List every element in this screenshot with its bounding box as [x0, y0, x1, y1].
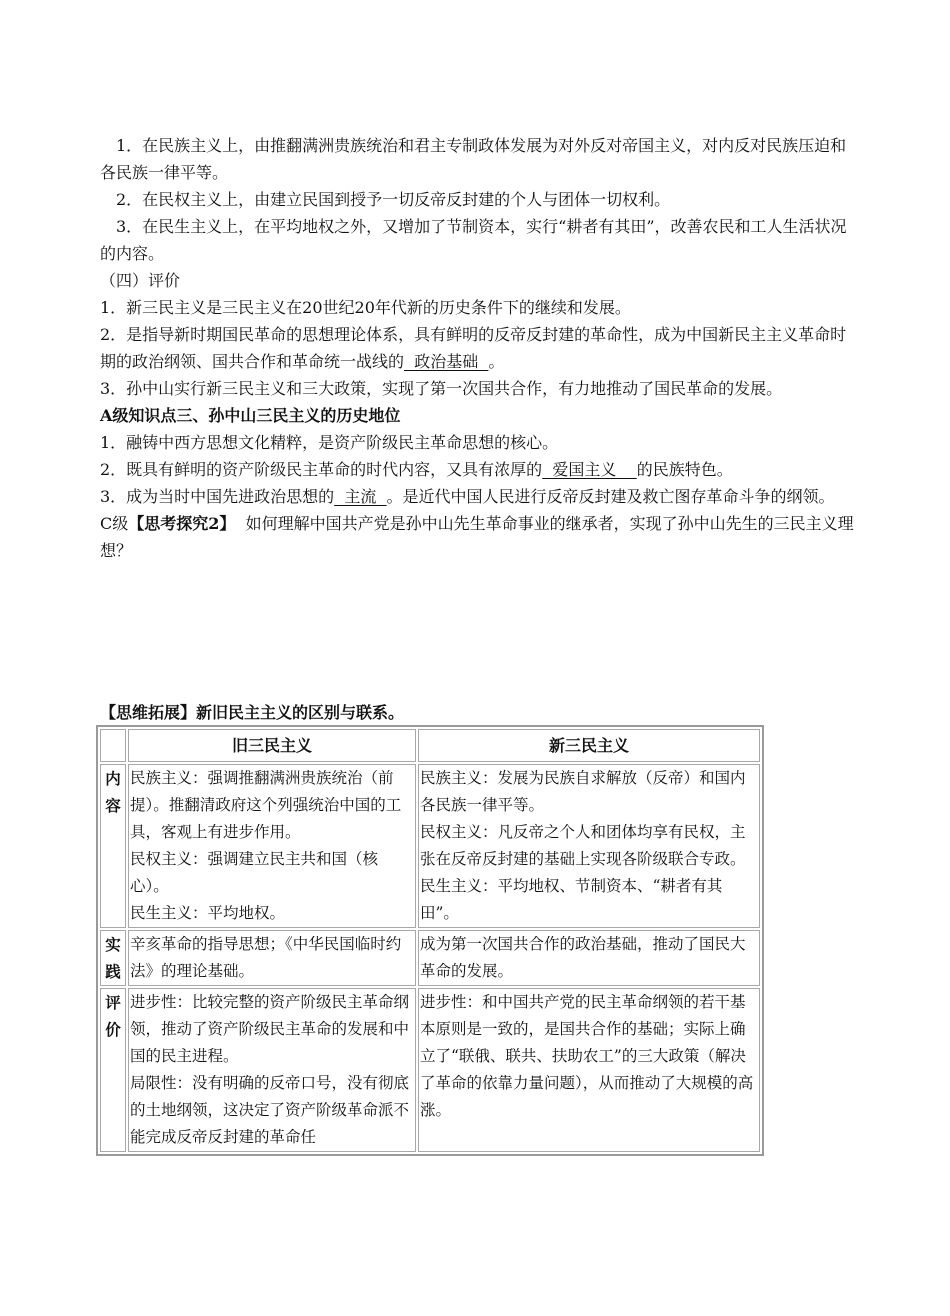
cell-text: 民族主义：强调推翻满洲贵族统治（前提）。推翻清政府这个列强统治中国的工具，客观上有进步作用。: [130, 769, 402, 841]
paragraph: 2．在民权主义上，由建立民国到授予一切反帝反封建的个人与团体一切权利。: [116, 190, 671, 209]
paragraph: 3．在民生主义上，在平均地权之外，又增加了节制资本，实行“耕者有其田”，改善农民和工人生活状况的内容。: [100, 217, 847, 263]
column-header-old: 旧三民主义: [128, 729, 416, 762]
new-cell: [418, 930, 760, 986]
cell-text: 局限性：没有明确的反帝口号，没有彻底的土地纲领，这决定了资产阶级革命派不能完成反帝反封建的革命任: [130, 1074, 410, 1146]
section-heading: （四）评价: [100, 271, 181, 290]
bold-label: 【思考探究2】: [128, 514, 236, 533]
new-cell: [418, 988, 760, 1152]
text: C级: [100, 514, 129, 533]
row-label: 评价: [100, 988, 126, 1152]
text: 2．是指导新时期国民革命的思想理论体系，具有鲜明的反帝反封建的革命性，成为中国新民主主义革命时期的政治纲领、国共合作和革命统一战线的: [100, 325, 847, 371]
text: 。是近代中国人民进行反帝反封建及救亡图存革命斗争的纲领。: [386, 487, 835, 506]
old-cell: [128, 988, 416, 1152]
text: 的民族特色。: [636, 460, 733, 479]
old-cell: [128, 764, 416, 928]
cell-text: 民生主义：平均地权。: [130, 904, 286, 922]
text: 2．既具有鲜明的资产阶级民主革命的时代内容，又具有浓厚的: [100, 460, 543, 479]
table-corner: [100, 729, 126, 762]
paragraph: [100, 456, 860, 483]
table-row: [100, 988, 760, 1152]
cell-text: 民权主义：强调建立民主共和国（核心）。: [130, 850, 379, 895]
answer-blank: 政治基础: [404, 352, 489, 371]
table-title: 【思维拓展】新旧民主主义的区别与联系。: [100, 703, 405, 722]
table-row: [100, 764, 760, 928]
answer-blank: 爱国主义: [542, 460, 637, 479]
paragraph: 1．新三民主义是三民主义在20世纪20年代新的历史条件下的继续和发展。: [100, 298, 631, 317]
cell-text: 进步性：和中国共产党的民主革命纲领的若干基本原则是一致的，是国共合作的基础；实际上确立了“联俄、联共、扶助农工”的三大政策（解决了革命的依靠力量问题），从而推动了大规模的高涨。: [420, 993, 754, 1119]
old-cell: [128, 930, 416, 986]
paragraph: [100, 483, 860, 510]
table-row: [100, 930, 760, 986]
cell-text: 民族主义：发展为民族自求解放（反帝）和国内各民族一律平等。: [420, 769, 746, 814]
text: 。: [488, 352, 505, 371]
paragraph: 3．孙中山实行新三民主义和三大政策，实现了第一次国共合作，有力地推动了国民革命的发展。: [100, 379, 783, 398]
paragraph: [100, 510, 860, 564]
row-label: 实践: [100, 930, 126, 986]
text: 如何理解中国共产党是孙中山先生革命事业的继承者，实现了孙中山先生的三民主义理想？: [100, 514, 854, 560]
row-label: 内容: [100, 764, 126, 928]
section-heading: A级知识点三、孙中山三民主义的历史地位: [100, 406, 401, 425]
paragraph: [100, 321, 860, 375]
paragraph: 1．在民族主义上，由推翻满洲贵族统治和君主专制政体发展为对外反对帝国主义，对内反对民族压迫和各民族一律平等。: [100, 136, 847, 182]
cell-text: 民权主义：凡反帝之个人和团体均享有民权，主张在反帝反封建的基础上实现各阶级联合专政。: [420, 823, 746, 868]
answer-blank: 主流: [334, 487, 387, 506]
cell-text: 辛亥革命的指导思想；《中华民国临时约法》的理论基础。: [130, 935, 402, 980]
cell-text: 成为第一次国共合作的政治基础，推动了国民大革命的发展。: [420, 935, 746, 980]
column-header-new: 新三民主义: [418, 729, 760, 762]
comparison-table: [96, 725, 764, 1156]
table-header-row: [100, 729, 760, 762]
new-cell: [418, 764, 760, 928]
cell-text: 进步性：比较完整的资产阶级民主革命纲领，推动了资产阶级民主革命的发展和中国的民主进程。: [130, 993, 410, 1065]
document-body: [100, 132, 860, 564]
text: 3．成为当时中国先进政治思想的: [100, 487, 335, 506]
paragraph: 1．融铸中西方思想文化精粹，是资产阶级民主革命思想的核心。: [100, 433, 559, 452]
cell-text: 民生主义：平均地权、节制资本、“耕者有其田”。: [420, 877, 723, 922]
